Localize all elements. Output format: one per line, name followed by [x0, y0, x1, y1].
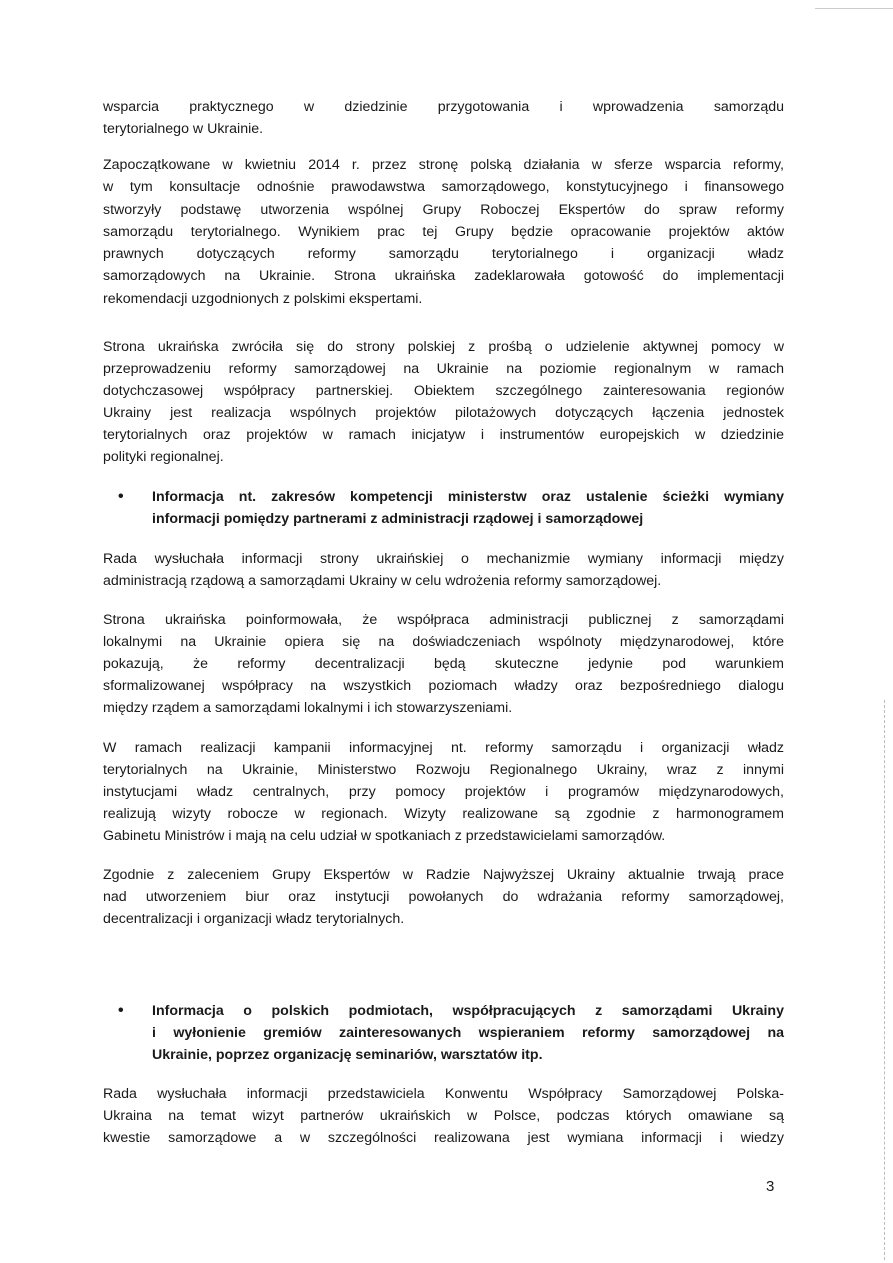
paragraph-line: dotychczasowej współpracy partnerskiej. Obiektem szczególnego zainteresowania regionów	[103, 383, 784, 399]
paragraph-line: kwestie samorządowe a w szczególności realizowana jest wymiana informacji i wiedzy	[103, 1130, 784, 1146]
paragraph-line: W ramach realizacji kampanii informacyjnej nt. reformy samorządu i organizacji władz	[103, 740, 784, 756]
bullet-icon: •	[118, 1002, 124, 1019]
paragraph-line: samorządowych na Ukrainie. Strona ukraińska zadeklarowała gotowość do implementacji	[103, 268, 784, 284]
bullet-heading-line: informacji pomiędzy partnerami z administracji rządowej i samorządowej	[152, 511, 644, 527]
paragraph-line: nad utworzeniem biur oraz instytucji powołanych do wdrażania reformy samorządowej,	[103, 889, 784, 905]
paragraph-line: rekomendacji uzgodnionych z polskimi ekspertami.	[103, 291, 423, 307]
paragraph-line: prawnych dotyczących reformy samorządu terytorialnego i organizacji władz	[103, 246, 784, 262]
paragraph-line: decentralizacji i organizacji władz terytorialnych.	[103, 911, 405, 927]
bullet-heading-line: Informacja o polskich podmiotach, współpracujących z samorządami Ukrainy	[152, 1003, 784, 1019]
paragraph-line: lokalnymi na Ukrainie opiera się na doświadczeniach wspólnoty międzynarodowej, które	[103, 634, 784, 650]
paragraph-line: przeprowadzeniu reformy samorządowej na Ukrainie na poziomie regionalnym w ramach	[103, 361, 784, 377]
bullet-heading-line: i wyłonienie gremiów zainteresowanych wspieraniem reformy samorządowej na	[152, 1025, 784, 1041]
paragraph-line: realizują wizyty robocze w regionach. Wizyty realizowane są zgodnie z harmonogramem	[103, 806, 784, 822]
paragraph-line: Gabinetu Ministrów i mają na celu udział w spotkaniach z przedstawicielami samorządów.	[103, 828, 666, 844]
paragraph-line: polityki regionalnej.	[103, 449, 224, 465]
paragraph-line: pokazują, że reformy decentralizacji będą skuteczne jedynie pod warunkiem	[103, 656, 784, 672]
paragraph-line: instytucjami władz centralnych, przy pomocy projektów i programów międzynarodowych,	[103, 784, 784, 800]
bullet-heading-line: Ukrainie, poprzez organizację seminariów, warsztatów itp.	[152, 1047, 543, 1063]
paragraph-line: terytorialnego w Ukrainie.	[103, 121, 264, 137]
paragraph-line: Strona ukraińska zwróciła się do strony polskiej z prośbą o udzielenie aktywnej pomocy w	[103, 339, 784, 355]
bullet-heading-line: Informacja nt. zakresów kompetencji ministerstw oraz ustalenie ścieżki wymiany	[152, 489, 784, 505]
bullet-icon: •	[118, 488, 124, 505]
scan-artifact-edge	[884, 700, 885, 1260]
paragraph-line: samorządu terytorialnego. Wynikiem prac tej Grupy będzie opracowanie projektów aktów	[103, 224, 784, 240]
scan-artifact-top	[815, 8, 893, 9]
paragraph-line: wsparcia praktycznego w dziedzinie przygotowania i wprowadzenia samorządu	[103, 99, 784, 115]
paragraph-line: Ukraina na temat wizyt partnerów ukraińskich w Polsce, podczas których omawiane są	[103, 1108, 784, 1124]
paragraph-line: Zapoczątkowane w kwietniu 2014 r. przez stronę polską działania w sferze wsparcia reformy,	[103, 157, 784, 173]
paragraph-line: między rządem a samorządami lokalnymi i ich stowarzyszeniami.	[103, 700, 513, 716]
paragraph-line: Rada wysłuchała informacji strony ukraińskiej o mechanizmie wymiany informacji między	[103, 551, 784, 567]
paragraph-line: Rada wysłuchała informacji przedstawiciela Konwentu Współpracy Samorządowej Polska-	[103, 1086, 784, 1102]
paragraph-line: Strona ukraińska poinformowała, że współpraca administracji publicznej z samorządami	[103, 612, 784, 628]
paragraph-line: terytorialnych oraz projektów w ramach inicjatyw i instrumentów europejskich w dziedzinie	[103, 427, 784, 443]
paragraph-line: terytorialnych na Ukrainie, Ministerstwo Rozwoju Regionalnego Ukrainy, wraz z innymi	[103, 762, 784, 778]
paragraph-line: w tym konsultacje odnośnie prawodawstwa samorządowego, konstytucyjnego i finansowego	[103, 179, 784, 195]
paragraph-line: administracją rządową a samorządami Ukrainy w celu wdrożenia reformy samorządowej.	[103, 573, 662, 589]
paragraph-line: Zgodnie z zaleceniem Grupy Ekspertów w Radzie Najwyższej Ukrainy aktualnie trwają prace	[103, 867, 784, 883]
page-number: 3	[766, 1178, 775, 1195]
paragraph-line: Ukrainy jest realizacja wspólnych projektów pilotażowych dotyczących łączenia jednostek	[103, 405, 784, 421]
paragraph-line: stworzyły podstawę utworzenia wspólnej Grupy Roboczej Ekspertów do spraw reformy	[103, 202, 784, 218]
paragraph-line: sformalizowanej współpracy na wszystkich poziomach władzy oraz bezpośredniego dialogu	[103, 678, 784, 694]
